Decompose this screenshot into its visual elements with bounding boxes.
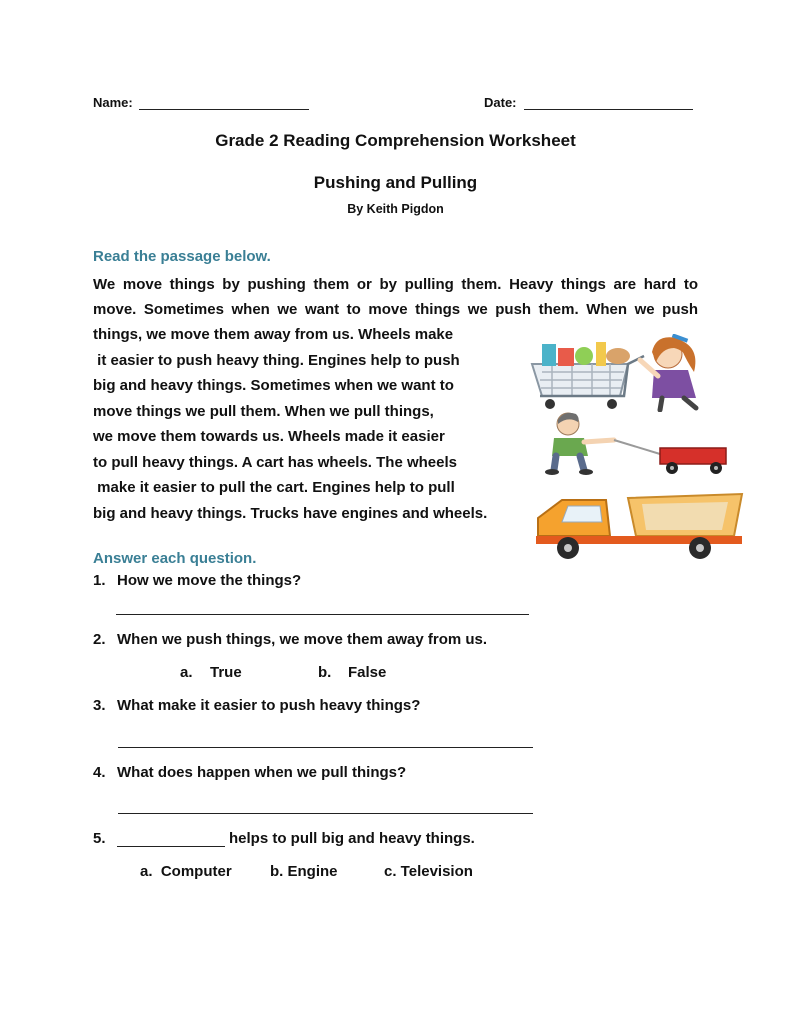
passage-line: We move things by pushing them or by pulling them. Heavy things are hard to: [93, 276, 698, 293]
name-answer-line[interactable]: [139, 109, 309, 110]
page-title: Grade 2 Reading Comprehension Worksheet: [215, 131, 576, 150]
shopping-cart-girl-icon: [528, 334, 740, 412]
option-a-label: a.: [180, 664, 193, 681]
questions-heading: Answer each question.: [93, 550, 257, 567]
passage-title: Pushing and Pulling: [313, 173, 478, 192]
answer-line-q4[interactable]: [118, 813, 533, 814]
answer-line-q3[interactable]: [118, 747, 533, 748]
date-answer-line[interactable]: [524, 109, 693, 110]
question-text: helps to pull big and heavy things.: [229, 830, 475, 847]
passage-line: we move them towards us. Wheels made it easier: [93, 428, 445, 445]
question-text: How we move the things?: [117, 572, 302, 589]
answer-line-q1[interactable]: [116, 614, 529, 615]
passage-line: it easier to push heavy thing. Engines help to push: [93, 352, 460, 369]
question-number: 5.: [93, 830, 106, 847]
option-television[interactable]: c. Television: [384, 863, 473, 880]
author-byline: By Keith Pigdon: [347, 202, 444, 216]
passage-line: move. Sometimes when we want to move things we push them. When we push: [93, 301, 698, 318]
passage-line: big and heavy things. Trucks have engines and wheels.: [93, 505, 488, 522]
option-false[interactable]: False: [348, 664, 387, 681]
option-computer[interactable]: a. Computer: [140, 863, 232, 880]
date-label: Date:: [484, 95, 517, 110]
option-engine[interactable]: b. Engine: [270, 863, 338, 880]
passage-line: things, we move them away from us. Wheels make: [93, 326, 454, 343]
truck-icon: [532, 490, 754, 562]
question-text: When we push things, we move them away from us.: [117, 631, 488, 648]
question-number: 2.: [93, 631, 106, 648]
question-number: 4.: [93, 764, 106, 781]
fill-in-blank-q5[interactable]: [117, 846, 225, 847]
question-number: 3.: [93, 697, 106, 714]
option-b-label: b.: [318, 664, 332, 681]
passage-line: move things we pull them. When we pull things,: [93, 403, 434, 420]
option-true[interactable]: True: [210, 664, 242, 681]
question-text: What make it easier to push heavy things?: [117, 697, 421, 714]
passage-heading: Read the passage below.: [93, 248, 271, 265]
wagon-boy-icon: [540, 410, 754, 480]
question-text: What does happen when we pull things?: [117, 764, 407, 781]
question-number: 1.: [93, 572, 106, 589]
passage-line: big and heavy things. Sometimes when we want to: [93, 377, 454, 394]
name-label: Name:: [93, 95, 133, 110]
passage-line: make it easier to pull the cart. Engines help to pull: [93, 479, 455, 496]
passage-line: to pull heavy things. A cart has wheels. The wheels: [93, 454, 457, 471]
